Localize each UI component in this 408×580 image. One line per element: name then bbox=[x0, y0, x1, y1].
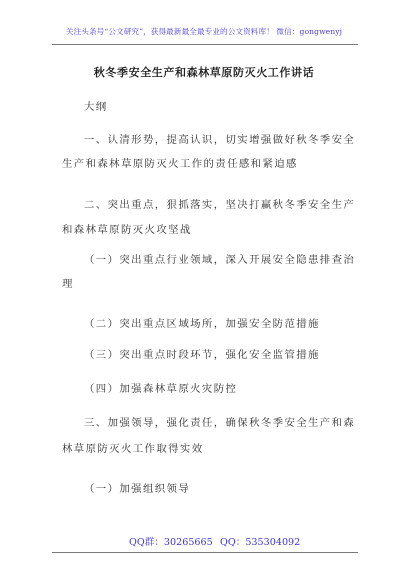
body-line: 林草原防灭火工作取得实效 bbox=[62, 443, 204, 455]
footer-divider bbox=[52, 552, 358, 553]
body-line: （三）突出重点时段环节，强化安全监管措施 bbox=[84, 349, 320, 361]
body-line: （一）突出重点行业领域，深入开展安全隐患排查治 bbox=[84, 254, 356, 266]
body-line: （一）加强组织领导 bbox=[84, 483, 191, 495]
document-title: 秋冬季安全生产和森林草原防灭火工作讲话 bbox=[93, 66, 315, 79]
body-line: 和森林草原防灭火攻坚战 bbox=[62, 224, 192, 236]
header-banner: 关注头条号“公文研究”，获得最新最全最专业的公文资料库！ 微信：gongwenyj bbox=[65, 27, 343, 36]
body-line: （二）突出重点区域场所，加强安全防范措施 bbox=[84, 318, 320, 330]
body-line: 理 bbox=[62, 278, 74, 290]
body-line: 二、突出重点，狠抓落实，坚决打赢秋冬季安全生产 bbox=[84, 199, 356, 211]
body-line: 三、加强领导，强化责任，确保秋冬季安全生产和森 bbox=[84, 417, 356, 429]
body-line: 一、认清形势，提高认识，切实增强做好秋冬季安全 bbox=[84, 134, 356, 146]
footer-qq-group: QQ群：30265665 bbox=[129, 537, 213, 548]
outline-label: 大纲 bbox=[84, 101, 108, 113]
footer-qq: QQ：535304092 bbox=[220, 537, 301, 548]
body-line: （四）加强森林草原火灾防控 bbox=[84, 383, 238, 395]
header-divider bbox=[52, 44, 358, 45]
body-line: 生产和森林草原防灭火工作的责任感和紧迫感 bbox=[62, 158, 298, 170]
